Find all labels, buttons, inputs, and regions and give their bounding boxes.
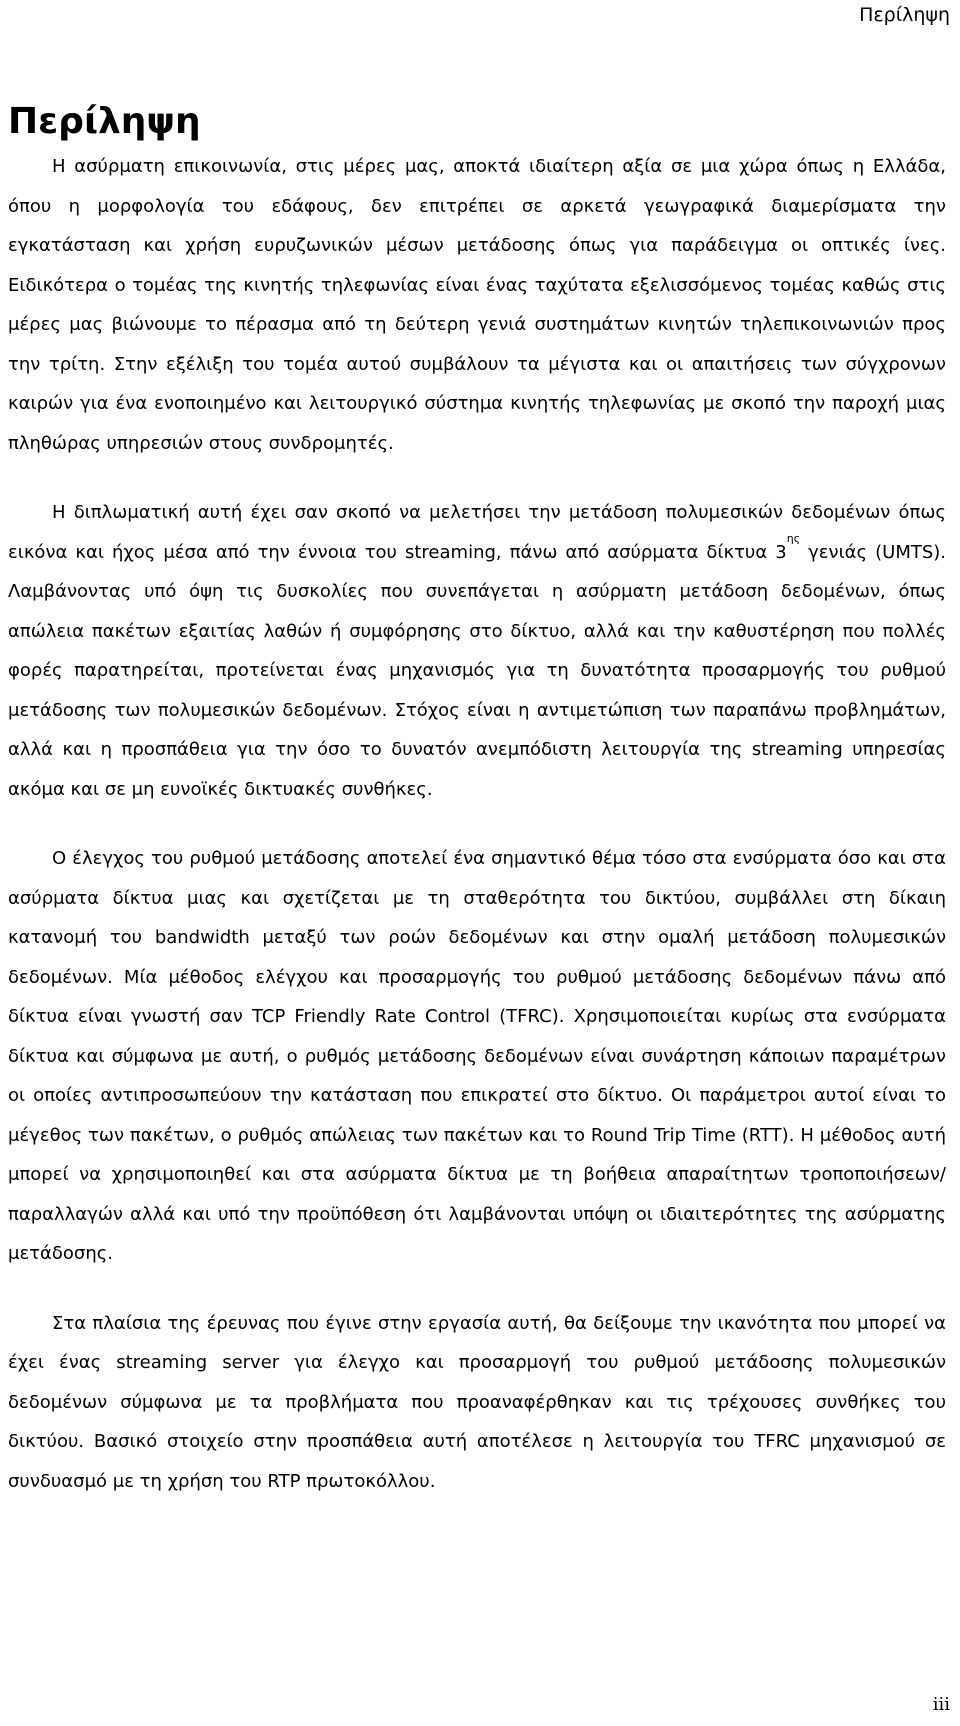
paragraph-2-text-before: Η διπλωματική αυτή έχει σαν σκοπό να μελετήσει την μετάδοση πολυμεσικών δεδομένων όπως εικόνα και ήχος μέσα από την έννοια του streaming, πάνω από ασύρματα δίκτυα 3 [8, 502, 946, 563]
page-number: iii [932, 1694, 950, 1715]
document-body [8, 147, 946, 1501]
paragraph-1: Η ασύρματη επικοινωνία, στις μέρες μας, αποκτά ιδιαίτερη αξία σε μια χώρα όπως η Ελλάδα, όπου η μορφολογία του εδάφους, δεν επιτρέπει σε αρκετά γεωγραφικά διαμερίσματα την εγκατάσταση και χρήση ευρυζωνικών μέσων μετάδοσης όπως για παράδειγμα οι οπτικές ίνες. Ειδικότερα ο τομέας της κινητής τηλεφωνίας είναι ένας ταχύτατα εξελισσόμενος τομέας καθώς στις μέρες μας βιώνουμε το πέρασμα από τη δεύτερη γενιά συστημάτων κινητών τηλεπικοινωνιών προς την τρίτη. Στην εξέλιξη του τομέα αυτού συμβάλουν τα μέγιστα και οι απαιτήσεις των σύγχρονων καιρών για ένα ενοποιημένο και λειτουργικό σύστημα κινητής τηλεφωνίας με σκοπό την παροχή μιας πληθώρας υπηρεσιών στους συνδρομητές. [8, 156, 946, 454]
running-header: Περίληψη [859, 4, 950, 26]
page-title: Περίληψη [8, 101, 201, 142]
paragraph-4: Στα πλαίσια της έρευνας που έγινε στην εργασία αυτή, θα δείξουμε την ικανότητα που μπορεί να έχει ένας streaming server για έλεγχο και προσαρμογή του ρυθμού μετάδοσης πολυμεσικών δεδομένων σύμφωνα με τα προβλήματα που προαναφέρθηκαν και τις τρέχουσες συνθήκες του δικτύου. Βασικό στοιχείο στην προσπάθεια αυτή αποτέλεσε η λειτουργία του TFRC μηχανισμού σε συνδυασμό με τη χρήση του RTP πρωτοκόλλου. [8, 1312, 946, 1492]
paragraph-2 [8, 493, 946, 809]
ordinal-superscript: ης [786, 531, 801, 545]
paragraph-2-text-after: γενιάς (UMTS). Λαμβάνοντας υπό όψη τις δυσκολίες που συνεπάγεται η ασύρματη μετάδοση δεδομένων, όπως απώλεια πακέτων εξαιτίας λαθών ή συμφόρησης στο δίκτυο, αλλά και την καθυστέρηση που πολλές φορές παρατηρείται, προτείνεται ένας μηχανισμός για τη δυνατότητα προσαρμογής του ρυθμού μετάδοσης των πολυμεσικών δεδομένων. Στόχος είναι η αντιμετώπιση των παραπάνω προβλημάτων, αλλά και η προσπάθεια για την όσο το δυνατόν ανεμπόδιστη λειτουργία της streaming υπηρεσίας ακόμα και σε μη ευνοϊκές δικτυακές συνθήκες. [8, 541, 947, 800]
paragraph-3: Ο έλεγχος του ρυθμού μετάδοσης αποτελεί ένα σημαντικό θέμα τόσο στα ενσύρματα όσο και στα ασύρματα δίκτυα μιας και σχετίζεται με τη σταθερότητα του δικτύου, συμβάλλει στη δίκαιη κατανομή του bandwidth μεταξύ των ροών δεδομένων και στην ομαλή μετάδοση πολυμεσικών δεδομένων. Μία μέθοδος ελέγχου και προσαρμογής του ρυθμού μετάδοσης δεδομένων πάνω από δίκτυα είναι γνωστή σαν TCP Friendly Rate Control (TFRC). Χρησιμοποιείται κυρίως στα ενσύρματα δίκτυα και σύμφωνα με αυτή, ο ρυθμός μετάδοσης δεδομένων είναι συνάρτηση κάποιων παραμέτρων οι οποίες αντιπροσωπεύουν την κατάσταση που επικρατεί στο δίκτυο. Οι παράμετροι αυτοί είναι το μέγεθος των πακέτων, ο ρυθμός απώλειας των πακέτων και το Round Trip Time (RTT). Η μέθοδος αυτή μπορεί να χρησιμοποιηθεί και στα ασύρματα δίκτυα με τη βοήθεια απαραίτητων τροποποιήσεων/παραλλαγών αλλά και υπό την προϋπόθεση ότι λαμβάνονται υπόψη οι ιδιαιτερότητες της ασύρματης μετάδοσης. [8, 848, 946, 1264]
